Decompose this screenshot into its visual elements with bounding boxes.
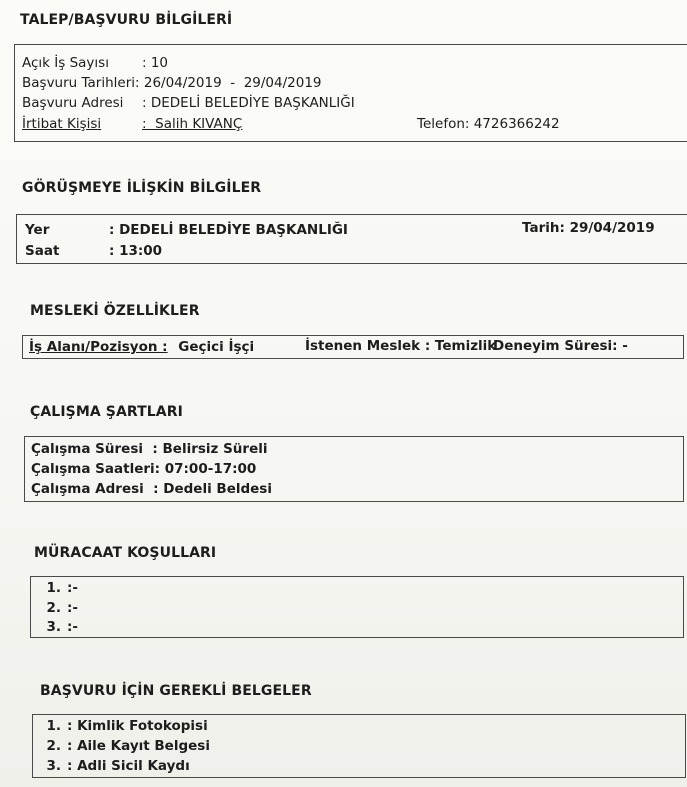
list-item-text: :- [67,580,79,596]
section-title-gorusme: GÖRÜŞMEYE İLİŞKİN BİLGİLER [22,180,262,196]
irtibat-kisisi-row [22,114,242,134]
is-alani-value: Geçici İşçi [178,339,255,355]
list-item-text: :- [67,600,79,616]
list-item-number: 3. [46,758,61,774]
list-item-number: 1. [46,718,61,734]
saat-value: : 13:00 [109,243,163,259]
yer-row [25,220,348,240]
list-item-number: 3. [46,619,61,635]
calisma-suresi: Çalışma Süresi : Belirsiz Süreli [31,441,268,457]
gorusme-box [16,214,687,264]
list-item [33,578,78,598]
list-item [33,598,78,618]
list-item [33,736,210,756]
irtibat-kisisi-value: : Salih KIVANÇ [142,116,243,132]
mesleki-box [22,335,684,359]
list-item [33,756,190,776]
section-title-muracaat: MÜRACAAT KOŞULLARI [34,545,217,561]
basvuru-tarihleri-label: Başvuru Tarihleri: [22,75,140,91]
list-item [33,716,208,736]
list-item-text: :- [67,619,79,635]
list-item [33,617,78,637]
calisma-adresi: Çalışma Adresi : Dedeli Beldesi [31,481,272,497]
calisma-box [24,436,684,502]
list-item-text: : Adli Sicil Kaydı [67,758,190,774]
list-item-number: 2. [46,738,61,754]
list-item-number: 1. [46,580,61,596]
istenen-meslek: İstenen Meslek : Temizlik [305,338,497,354]
list-item-text: : Kimlik Fotokopisi [67,718,208,734]
acik-is-sayisi-row [22,53,168,73]
yer-label: Yer [25,222,50,238]
section-title-belgeler: BAŞVURU İÇİN GEREKLİ BELGELER [40,683,312,699]
is-alani-label: İş Alanı/Pozisyon : [29,339,168,355]
telefon-text: Telefon: 4726366242 [417,116,560,132]
gorusme-tarih: Tarih: 29/04/2019 [522,220,655,236]
section-title-mesleki: MESLEKİ ÖZELLİKLER [30,303,200,319]
section-title-calisma: ÇALIŞMA ŞARTLARI [30,404,183,420]
basvuru-adresi-value: : DEDELİ BELEDİYE BAŞKANLIĞI [142,95,355,111]
basvuru-tarihleri-value: 26/04/2019 - 29/04/2019 [143,75,322,91]
calisma-saatleri: Çalışma Saatleri: 07:00-17:00 [31,461,257,477]
section-title-talep: TALEP/BAŞVURU BİLGİLERİ [20,12,233,28]
deneyim-suresi: Deneyim Süresi: - [493,338,628,354]
basvuru-adresi-label: Başvuru Adresi [22,95,124,111]
basvuru-tarihleri-row [22,73,322,93]
irtibat-kisisi-label: İrtibat Kişisi [22,116,102,132]
saat-label: Saat [25,243,60,259]
yer-value: : DEDELİ BELEDİYE BAŞKANLIĞI [109,222,348,238]
muracaat-box [30,576,684,638]
basvuru-adresi-row [22,93,355,113]
list-item-number: 2. [46,600,61,616]
saat-row [25,241,162,261]
is-alani-row [29,337,254,357]
belgeler-box [32,714,686,778]
acik-is-sayisi-value: : 10 [142,55,169,71]
acik-is-sayisi-label: Açık İş Sayısı [22,55,109,71]
list-item-text: : Aile Kayıt Belgesi [67,738,210,754]
talep-box [14,44,687,142]
